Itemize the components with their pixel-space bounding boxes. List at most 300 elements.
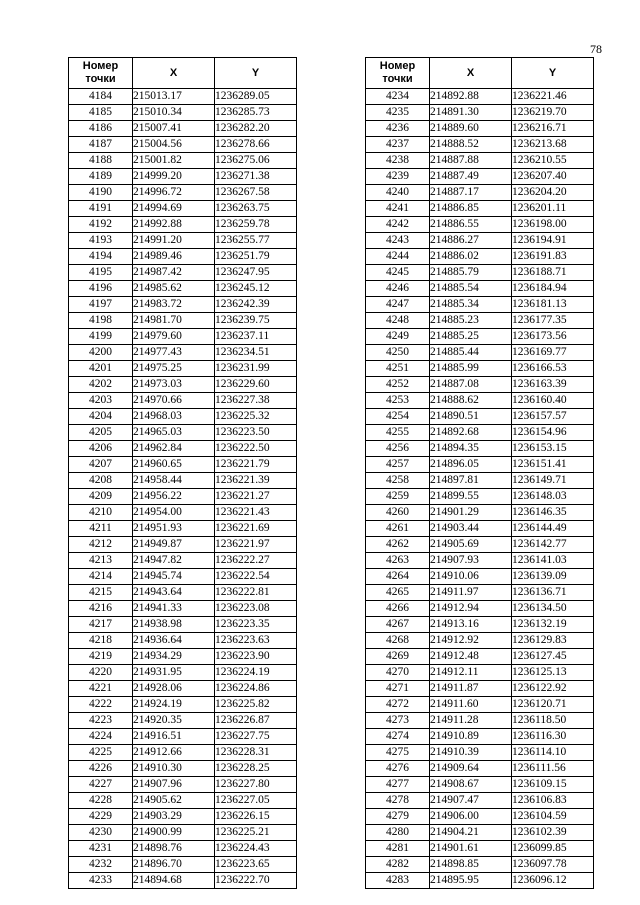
table-row <box>366 89 594 105</box>
y-coordinate-cell: 1236149.71 <box>512 473 594 489</box>
table-row <box>69 505 297 521</box>
point-number-cell: 4199 <box>69 329 133 345</box>
x-coordinate-cell: 214885.44 <box>430 345 512 361</box>
y-coordinate-cell: 1236225.82 <box>215 697 297 713</box>
x-coordinate-cell: 214924.19 <box>133 697 215 713</box>
header-x: X <box>133 58 215 89</box>
table-row <box>69 793 297 809</box>
x-coordinate-cell: 214887.88 <box>430 153 512 169</box>
table-row <box>366 441 594 457</box>
table-row <box>366 665 594 681</box>
table-row <box>366 153 594 169</box>
y-coordinate-cell: 1236104.59 <box>512 809 594 825</box>
table-row <box>366 681 594 697</box>
x-coordinate-cell: 214886.55 <box>430 217 512 233</box>
y-coordinate-cell: 1236146.35 <box>512 505 594 521</box>
table-row <box>69 873 297 889</box>
table-row <box>69 345 297 361</box>
point-number-cell: 4224 <box>69 729 133 745</box>
table-row <box>69 249 297 265</box>
y-coordinate-cell: 1236271.38 <box>215 169 297 185</box>
coordinates-table-right <box>365 57 594 889</box>
y-coordinate-cell: 1236166.53 <box>512 361 594 377</box>
x-coordinate-cell: 214912.11 <box>430 665 512 681</box>
point-number-cell: 4191 <box>69 201 133 217</box>
point-number-cell: 4279 <box>366 809 430 825</box>
point-number-cell: 4196 <box>69 281 133 297</box>
table-row <box>69 841 297 857</box>
point-number-cell: 4200 <box>69 345 133 361</box>
y-coordinate-cell: 1236198.00 <box>512 217 594 233</box>
table-header-row <box>69 58 297 89</box>
table-row <box>69 521 297 537</box>
table-row <box>69 601 297 617</box>
y-coordinate-cell: 1236223.35 <box>215 617 297 633</box>
table-row <box>366 809 594 825</box>
table-row <box>366 345 594 361</box>
x-coordinate-cell: 214910.89 <box>430 729 512 745</box>
y-coordinate-cell: 1236222.50 <box>215 441 297 457</box>
x-coordinate-cell: 214973.03 <box>133 377 215 393</box>
x-coordinate-cell: 214889.60 <box>430 121 512 137</box>
point-number-cell: 4245 <box>366 265 430 281</box>
y-coordinate-cell: 1236188.71 <box>512 265 594 281</box>
x-coordinate-cell: 214977.43 <box>133 345 215 361</box>
y-coordinate-cell: 1236109.15 <box>512 777 594 793</box>
table-row <box>366 185 594 201</box>
table-row <box>366 745 594 761</box>
table-row <box>69 153 297 169</box>
point-number-cell: 4197 <box>69 297 133 313</box>
point-number-cell: 4272 <box>366 697 430 713</box>
x-coordinate-cell: 214887.08 <box>430 377 512 393</box>
table-row <box>366 457 594 473</box>
x-coordinate-cell: 214979.60 <box>133 329 215 345</box>
x-coordinate-cell: 214903.44 <box>430 521 512 537</box>
x-coordinate-cell: 214898.76 <box>133 841 215 857</box>
table-row <box>69 313 297 329</box>
y-coordinate-cell: 1236221.79 <box>215 457 297 473</box>
point-number-cell: 4203 <box>69 393 133 409</box>
point-number-cell: 4248 <box>366 313 430 329</box>
table-row <box>366 201 594 217</box>
x-coordinate-cell: 214910.39 <box>430 745 512 761</box>
point-number-cell: 4266 <box>366 601 430 617</box>
point-number-cell: 4254 <box>366 409 430 425</box>
x-coordinate-cell: 214931.95 <box>133 665 215 681</box>
point-number-cell: 4187 <box>69 137 133 153</box>
table-row <box>366 633 594 649</box>
y-coordinate-cell: 1236221.39 <box>215 473 297 489</box>
y-coordinate-cell: 1236228.25 <box>215 761 297 777</box>
table-row <box>69 265 297 281</box>
point-number-cell: 4258 <box>366 473 430 489</box>
table-row <box>366 249 594 265</box>
y-coordinate-cell: 1236228.31 <box>215 745 297 761</box>
table-row <box>69 809 297 825</box>
table-row <box>366 137 594 153</box>
y-coordinate-cell: 1236289.05 <box>215 89 297 105</box>
table-row <box>366 553 594 569</box>
x-coordinate-cell: 214896.05 <box>430 457 512 473</box>
table-row <box>366 281 594 297</box>
x-coordinate-cell: 214991.20 <box>133 233 215 249</box>
point-number-cell: 4194 <box>69 249 133 265</box>
y-coordinate-cell: 1236221.97 <box>215 537 297 553</box>
point-number-cell: 4228 <box>69 793 133 809</box>
point-number-cell: 4271 <box>366 681 430 697</box>
point-number-cell: 4219 <box>69 649 133 665</box>
x-coordinate-cell: 214999.20 <box>133 169 215 185</box>
y-coordinate-cell: 1236223.65 <box>215 857 297 873</box>
x-coordinate-cell: 214886.27 <box>430 233 512 249</box>
table-row <box>69 441 297 457</box>
point-number-cell: 4260 <box>366 505 430 521</box>
x-coordinate-cell: 214894.68 <box>133 873 215 889</box>
x-coordinate-cell: 214903.29 <box>133 809 215 825</box>
point-number-cell: 4229 <box>69 809 133 825</box>
point-number-cell: 4208 <box>69 473 133 489</box>
y-coordinate-cell: 1236237.11 <box>215 329 297 345</box>
point-number-cell: 4270 <box>366 665 430 681</box>
page-number: 78 <box>590 42 602 56</box>
y-coordinate-cell: 1236239.75 <box>215 313 297 329</box>
x-coordinate-cell: 214960.65 <box>133 457 215 473</box>
table-row <box>69 713 297 729</box>
point-number-cell: 4212 <box>69 537 133 553</box>
point-number-cell: 4223 <box>69 713 133 729</box>
point-number-cell: 4276 <box>366 761 430 777</box>
x-coordinate-cell: 214916.51 <box>133 729 215 745</box>
table-row <box>69 361 297 377</box>
y-coordinate-cell: 1236223.50 <box>215 425 297 441</box>
x-coordinate-cell: 214970.66 <box>133 393 215 409</box>
point-number-cell: 4237 <box>366 137 430 153</box>
point-number-cell: 4217 <box>69 617 133 633</box>
table-row <box>366 169 594 185</box>
table-row <box>69 377 297 393</box>
y-coordinate-cell: 1236136.71 <box>512 585 594 601</box>
x-coordinate-cell: 214920.35 <box>133 713 215 729</box>
point-number-cell: 4256 <box>366 441 430 457</box>
x-coordinate-cell: 214912.48 <box>430 649 512 665</box>
x-coordinate-cell: 214907.93 <box>430 553 512 569</box>
table-row <box>69 105 297 121</box>
table-row <box>366 409 594 425</box>
table-row <box>366 777 594 793</box>
y-coordinate-cell: 1236223.90 <box>215 649 297 665</box>
point-number-cell: 4205 <box>69 425 133 441</box>
table-row <box>69 489 297 505</box>
point-number-cell: 4264 <box>366 569 430 585</box>
point-number-cell: 4281 <box>366 841 430 857</box>
x-coordinate-cell: 214898.85 <box>430 857 512 873</box>
x-coordinate-cell: 214962.84 <box>133 441 215 457</box>
y-coordinate-cell: 1236245.12 <box>215 281 297 297</box>
table-row <box>69 473 297 489</box>
point-number-cell: 4242 <box>366 217 430 233</box>
y-coordinate-cell: 1236106.83 <box>512 793 594 809</box>
table-row <box>69 745 297 761</box>
point-number-cell: 4255 <box>366 425 430 441</box>
y-coordinate-cell: 1236221.27 <box>215 489 297 505</box>
y-coordinate-cell: 1236096.12 <box>512 873 594 889</box>
x-coordinate-cell: 214888.62 <box>430 393 512 409</box>
point-number-cell: 4243 <box>366 233 430 249</box>
point-number-cell: 4184 <box>69 89 133 105</box>
y-coordinate-cell: 1236097.78 <box>512 857 594 873</box>
y-coordinate-cell: 1236222.27 <box>215 553 297 569</box>
y-coordinate-cell: 1236213.68 <box>512 137 594 153</box>
x-coordinate-cell: 214905.62 <box>133 793 215 809</box>
y-coordinate-cell: 1236177.35 <box>512 313 594 329</box>
point-number-cell: 4257 <box>366 457 430 473</box>
y-coordinate-cell: 1236210.55 <box>512 153 594 169</box>
x-coordinate-cell: 214911.87 <box>430 681 512 697</box>
point-number-cell: 4278 <box>366 793 430 809</box>
x-coordinate-cell: 214907.96 <box>133 777 215 793</box>
table-row <box>366 697 594 713</box>
table-row <box>69 201 297 217</box>
table-row <box>69 121 297 137</box>
y-coordinate-cell: 1236102.39 <box>512 825 594 841</box>
table-row <box>366 505 594 521</box>
point-number-cell: 4214 <box>69 569 133 585</box>
table-row <box>366 521 594 537</box>
x-coordinate-cell: 214912.92 <box>430 633 512 649</box>
y-coordinate-cell: 1236153.15 <box>512 441 594 457</box>
y-coordinate-cell: 1236224.86 <box>215 681 297 697</box>
point-number-cell: 4210 <box>69 505 133 521</box>
x-coordinate-cell: 214886.02 <box>430 249 512 265</box>
table-row <box>366 425 594 441</box>
point-number-cell: 4247 <box>366 297 430 313</box>
y-coordinate-cell: 1236207.40 <box>512 169 594 185</box>
table-row <box>69 649 297 665</box>
header-y: Y <box>512 58 594 89</box>
x-coordinate-cell: 214905.69 <box>430 537 512 553</box>
y-coordinate-cell: 1236142.77 <box>512 537 594 553</box>
y-coordinate-cell: 1236125.13 <box>512 665 594 681</box>
point-number-cell: 4211 <box>69 521 133 537</box>
table-row <box>366 873 594 889</box>
y-coordinate-cell: 1236144.49 <box>512 521 594 537</box>
table-row <box>366 217 594 233</box>
y-coordinate-cell: 1236226.15 <box>215 809 297 825</box>
y-coordinate-cell: 1236231.99 <box>215 361 297 377</box>
table-row <box>366 825 594 841</box>
y-coordinate-cell: 1236247.95 <box>215 265 297 281</box>
x-coordinate-cell: 214908.67 <box>430 777 512 793</box>
table-row <box>69 457 297 473</box>
table-row <box>69 857 297 873</box>
table-row <box>366 857 594 873</box>
point-number-cell: 4234 <box>366 89 430 105</box>
x-coordinate-cell: 214910.06 <box>430 569 512 585</box>
x-coordinate-cell: 215001.82 <box>133 153 215 169</box>
y-coordinate-cell: 1236169.77 <box>512 345 594 361</box>
y-coordinate-cell: 1236225.21 <box>215 825 297 841</box>
point-number-cell: 4262 <box>366 537 430 553</box>
header-y: Y <box>215 58 297 89</box>
table-row <box>366 649 594 665</box>
point-number-cell: 4235 <box>366 105 430 121</box>
x-coordinate-cell: 214951.93 <box>133 521 215 537</box>
x-coordinate-cell: 214981.70 <box>133 313 215 329</box>
point-number-cell: 4275 <box>366 745 430 761</box>
table-row <box>366 473 594 489</box>
y-coordinate-cell: 1236223.63 <box>215 633 297 649</box>
table-row <box>366 329 594 345</box>
y-coordinate-cell: 1236221.43 <box>215 505 297 521</box>
point-number-cell: 4236 <box>366 121 430 137</box>
y-coordinate-cell: 1236221.46 <box>512 89 594 105</box>
x-coordinate-cell: 214910.30 <box>133 761 215 777</box>
point-number-cell: 4259 <box>366 489 430 505</box>
x-coordinate-cell: 214943.64 <box>133 585 215 601</box>
x-coordinate-cell: 214907.47 <box>430 793 512 809</box>
y-coordinate-cell: 1236227.05 <box>215 793 297 809</box>
y-coordinate-cell: 1236255.77 <box>215 233 297 249</box>
y-coordinate-cell: 1236251.79 <box>215 249 297 265</box>
y-coordinate-cell: 1236222.54 <box>215 569 297 585</box>
y-coordinate-cell: 1236229.60 <box>215 377 297 393</box>
y-coordinate-cell: 1236191.83 <box>512 249 594 265</box>
y-coordinate-cell: 1236282.20 <box>215 121 297 137</box>
x-coordinate-cell: 214938.98 <box>133 617 215 633</box>
y-coordinate-cell: 1236114.10 <box>512 745 594 761</box>
point-number-cell: 4207 <box>69 457 133 473</box>
x-coordinate-cell: 214890.51 <box>430 409 512 425</box>
point-number-cell: 4233 <box>69 873 133 889</box>
x-coordinate-cell: 214885.79 <box>430 265 512 281</box>
table-row <box>366 489 594 505</box>
header-point-number: Номер точки <box>69 58 133 89</box>
x-coordinate-cell: 214888.52 <box>430 137 512 153</box>
point-number-cell: 4185 <box>69 105 133 121</box>
table-header-row <box>366 58 594 89</box>
y-coordinate-cell: 1236285.73 <box>215 105 297 121</box>
x-coordinate-cell: 214904.21 <box>430 825 512 841</box>
point-number-cell: 4232 <box>69 857 133 873</box>
x-coordinate-cell: 214912.94 <box>430 601 512 617</box>
table-row <box>69 89 297 105</box>
x-coordinate-cell: 215007.41 <box>133 121 215 137</box>
x-coordinate-cell: 214885.54 <box>430 281 512 297</box>
x-coordinate-cell: 215010.34 <box>133 105 215 121</box>
y-coordinate-cell: 1236278.66 <box>215 137 297 153</box>
y-coordinate-cell: 1236234.51 <box>215 345 297 361</box>
point-number-cell: 4252 <box>366 377 430 393</box>
point-number-cell: 4193 <box>69 233 133 249</box>
point-number-cell: 4265 <box>366 585 430 601</box>
y-coordinate-cell: 1236242.39 <box>215 297 297 313</box>
table-row <box>366 617 594 633</box>
x-coordinate-cell: 214894.35 <box>430 441 512 457</box>
x-coordinate-cell: 214912.66 <box>133 745 215 761</box>
point-number-cell: 4267 <box>366 617 430 633</box>
point-number-cell: 4253 <box>366 393 430 409</box>
x-coordinate-cell: 214996.72 <box>133 185 215 201</box>
table-row <box>69 553 297 569</box>
x-coordinate-cell: 214947.82 <box>133 553 215 569</box>
header-x: X <box>430 58 512 89</box>
x-coordinate-cell: 214901.61 <box>430 841 512 857</box>
table-row <box>69 217 297 233</box>
table-row <box>69 665 297 681</box>
point-number-cell: 4249 <box>366 329 430 345</box>
point-number-cell: 4186 <box>69 121 133 137</box>
point-number-cell: 4216 <box>69 601 133 617</box>
y-coordinate-cell: 1236127.45 <box>512 649 594 665</box>
x-coordinate-cell: 214909.64 <box>430 761 512 777</box>
point-number-cell: 4215 <box>69 585 133 601</box>
y-coordinate-cell: 1236122.92 <box>512 681 594 697</box>
y-coordinate-cell: 1236139.09 <box>512 569 594 585</box>
x-coordinate-cell: 214954.00 <box>133 505 215 521</box>
x-coordinate-cell: 214892.68 <box>430 425 512 441</box>
table-row <box>69 169 297 185</box>
table-row <box>69 761 297 777</box>
y-coordinate-cell: 1236116.30 <box>512 729 594 745</box>
y-coordinate-cell: 1236118.50 <box>512 713 594 729</box>
y-coordinate-cell: 1236222.81 <box>215 585 297 601</box>
point-number-cell: 4189 <box>69 169 133 185</box>
table-row <box>69 537 297 553</box>
y-coordinate-cell: 1236099.85 <box>512 841 594 857</box>
x-coordinate-cell: 214899.55 <box>430 489 512 505</box>
point-number-cell: 4230 <box>69 825 133 841</box>
table-row <box>69 617 297 633</box>
table-row <box>69 185 297 201</box>
y-coordinate-cell: 1236263.75 <box>215 201 297 217</box>
y-coordinate-cell: 1236227.75 <box>215 729 297 745</box>
y-coordinate-cell: 1236154.96 <box>512 425 594 441</box>
table-row <box>366 761 594 777</box>
y-coordinate-cell: 1236163.39 <box>512 377 594 393</box>
x-coordinate-cell: 214965.03 <box>133 425 215 441</box>
table-row <box>69 569 297 585</box>
x-coordinate-cell: 214885.99 <box>430 361 512 377</box>
x-coordinate-cell: 214901.29 <box>430 505 512 521</box>
table-row <box>69 633 297 649</box>
table-row <box>69 425 297 441</box>
x-coordinate-cell: 214892.88 <box>430 89 512 105</box>
table-row <box>69 585 297 601</box>
y-coordinate-cell: 1236221.69 <box>215 521 297 537</box>
table-row <box>69 681 297 697</box>
point-number-cell: 4226 <box>69 761 133 777</box>
x-coordinate-cell: 214896.70 <box>133 857 215 873</box>
x-coordinate-cell: 214895.95 <box>430 873 512 889</box>
x-coordinate-cell: 214886.85 <box>430 201 512 217</box>
x-coordinate-cell: 214913.16 <box>430 617 512 633</box>
x-coordinate-cell: 215013.17 <box>133 89 215 105</box>
x-coordinate-cell: 214941.33 <box>133 601 215 617</box>
point-number-cell: 4218 <box>69 633 133 649</box>
point-number-cell: 4220 <box>69 665 133 681</box>
x-coordinate-cell: 214958.44 <box>133 473 215 489</box>
point-number-cell: 4277 <box>366 777 430 793</box>
table-row <box>366 585 594 601</box>
y-coordinate-cell: 1236160.40 <box>512 393 594 409</box>
table-row <box>69 137 297 153</box>
x-coordinate-cell: 214885.25 <box>430 329 512 345</box>
y-coordinate-cell: 1236226.87 <box>215 713 297 729</box>
table-row <box>69 409 297 425</box>
y-coordinate-cell: 1236227.80 <box>215 777 297 793</box>
y-coordinate-cell: 1236157.57 <box>512 409 594 425</box>
